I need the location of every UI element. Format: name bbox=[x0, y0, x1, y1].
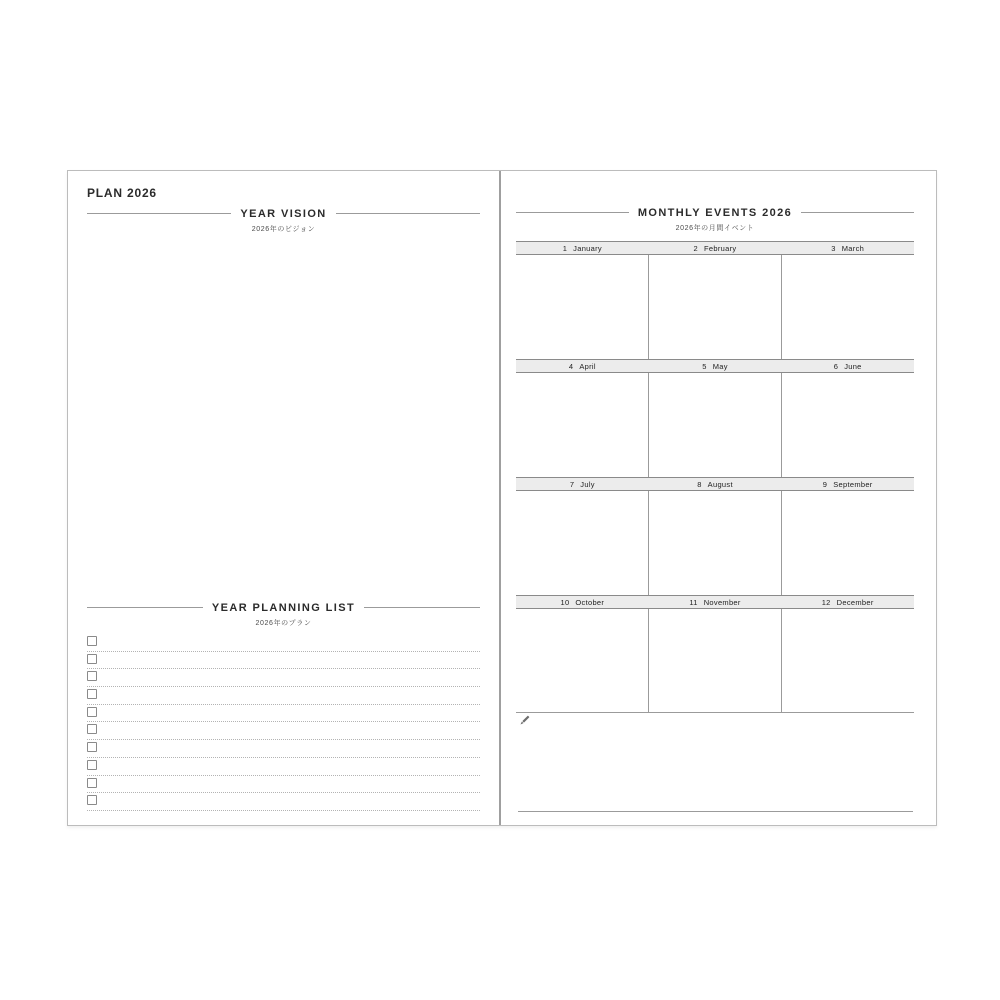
month-grid bbox=[516, 241, 914, 713]
month-number: 9 bbox=[822, 479, 828, 489]
monthly-events-subheading: 2026年の月間イベント bbox=[675, 225, 755, 232]
month-cells-row-2 bbox=[516, 373, 914, 477]
month-cell-august bbox=[648, 491, 781, 595]
month-label-may bbox=[649, 362, 782, 371]
checklist-row bbox=[87, 793, 480, 811]
month-label-july bbox=[516, 480, 649, 489]
month-number: 5 bbox=[702, 361, 707, 371]
checklist-row bbox=[87, 705, 480, 723]
month-name: May bbox=[712, 361, 728, 371]
right-page bbox=[501, 171, 934, 825]
pencil-icon bbox=[518, 714, 531, 727]
checklist-row bbox=[87, 740, 480, 758]
left-page bbox=[68, 171, 499, 825]
checkbox-icon bbox=[87, 724, 97, 734]
year-planning-header bbox=[87, 601, 480, 614]
month-name: October bbox=[575, 597, 605, 607]
month-number: 6 bbox=[833, 361, 839, 371]
planner-spread bbox=[67, 170, 937, 826]
month-label-june bbox=[781, 362, 914, 371]
month-name: January bbox=[573, 243, 602, 253]
checklist-row bbox=[87, 652, 480, 670]
month-bar-row-3 bbox=[516, 477, 914, 491]
checklist-row bbox=[87, 687, 480, 705]
month-name: February bbox=[704, 243, 737, 253]
month-cells-row-3 bbox=[516, 491, 914, 595]
month-number: 12 bbox=[821, 597, 831, 607]
month-cell-april bbox=[516, 373, 648, 477]
month-bar-row-1 bbox=[516, 241, 914, 255]
month-label-september bbox=[781, 480, 914, 489]
monthly-events-heading: MONTHLY EVENTS 2026 bbox=[637, 206, 793, 219]
month-label-january bbox=[516, 244, 649, 253]
month-number: 7 bbox=[569, 479, 575, 489]
month-number: 11 bbox=[689, 597, 698, 607]
month-cell-march bbox=[781, 255, 914, 359]
header-rule-left bbox=[516, 212, 629, 213]
month-name: April bbox=[579, 361, 596, 371]
month-label-april bbox=[516, 362, 649, 371]
month-label-february bbox=[649, 244, 782, 253]
checkbox-icon bbox=[87, 778, 97, 788]
checkbox-icon bbox=[87, 707, 97, 717]
checklist-row bbox=[87, 776, 480, 794]
checkbox-icon bbox=[87, 636, 97, 646]
month-cell-may bbox=[648, 373, 781, 477]
month-cells-row-1 bbox=[516, 255, 914, 359]
checkbox-icon bbox=[87, 671, 97, 681]
checkbox-icon bbox=[87, 795, 97, 805]
month-label-august bbox=[649, 480, 782, 489]
month-number: 10 bbox=[560, 597, 570, 607]
month-name: June bbox=[844, 361, 862, 371]
month-cell-november bbox=[648, 609, 781, 712]
year-planning-heading: YEAR PLANNING LIST bbox=[211, 601, 356, 614]
month-name: December bbox=[836, 597, 874, 607]
month-cell-september bbox=[781, 491, 914, 595]
month-label-march bbox=[781, 244, 914, 253]
month-number: 3 bbox=[831, 243, 836, 253]
month-label-december bbox=[781, 598, 914, 607]
month-bar-row-2 bbox=[516, 359, 914, 373]
checkbox-icon bbox=[87, 689, 97, 699]
notes-rule bbox=[518, 811, 913, 812]
month-label-november bbox=[649, 598, 782, 607]
month-cell-october bbox=[516, 609, 648, 712]
year-vision-subheading: 2026年のビジョン bbox=[251, 226, 316, 233]
month-name: August bbox=[707, 479, 733, 489]
checklist-row bbox=[87, 722, 480, 740]
checklist-row bbox=[87, 669, 480, 687]
month-name: September bbox=[833, 479, 873, 489]
checklist-row bbox=[87, 758, 480, 776]
month-name: March bbox=[841, 243, 865, 253]
month-cell-february bbox=[648, 255, 781, 359]
month-bar-row-4 bbox=[516, 595, 914, 609]
month-cell-july bbox=[516, 491, 648, 595]
month-name: July bbox=[580, 479, 595, 489]
checklist-row bbox=[87, 634, 480, 652]
year-planning-subheading: 2026年のプラン bbox=[255, 620, 312, 627]
month-cells-row-4 bbox=[516, 609, 914, 713]
header-rule-left bbox=[87, 607, 203, 608]
year-vision-header bbox=[87, 207, 480, 220]
year-vision-heading: YEAR VISION bbox=[240, 207, 327, 220]
month-cell-december bbox=[781, 609, 914, 712]
month-label-october bbox=[516, 598, 649, 607]
month-number: 4 bbox=[568, 361, 574, 371]
header-rule-right bbox=[336, 213, 480, 214]
month-cell-january bbox=[516, 255, 648, 359]
page-title: PLAN 2026 bbox=[87, 186, 157, 200]
header-rule-right bbox=[801, 212, 914, 213]
month-name: November bbox=[703, 597, 741, 607]
checkbox-icon bbox=[87, 760, 97, 770]
month-number: 8 bbox=[697, 479, 702, 489]
checkbox-icon bbox=[87, 742, 97, 752]
header-rule-right bbox=[364, 607, 480, 608]
month-number: 2 bbox=[693, 243, 699, 253]
monthly-events-header bbox=[516, 206, 914, 219]
header-rule-left bbox=[87, 213, 231, 214]
month-cell-june bbox=[781, 373, 914, 477]
checkbox-icon bbox=[87, 654, 97, 664]
month-number: 1 bbox=[562, 243, 568, 253]
year-planning-checklist bbox=[87, 634, 480, 811]
